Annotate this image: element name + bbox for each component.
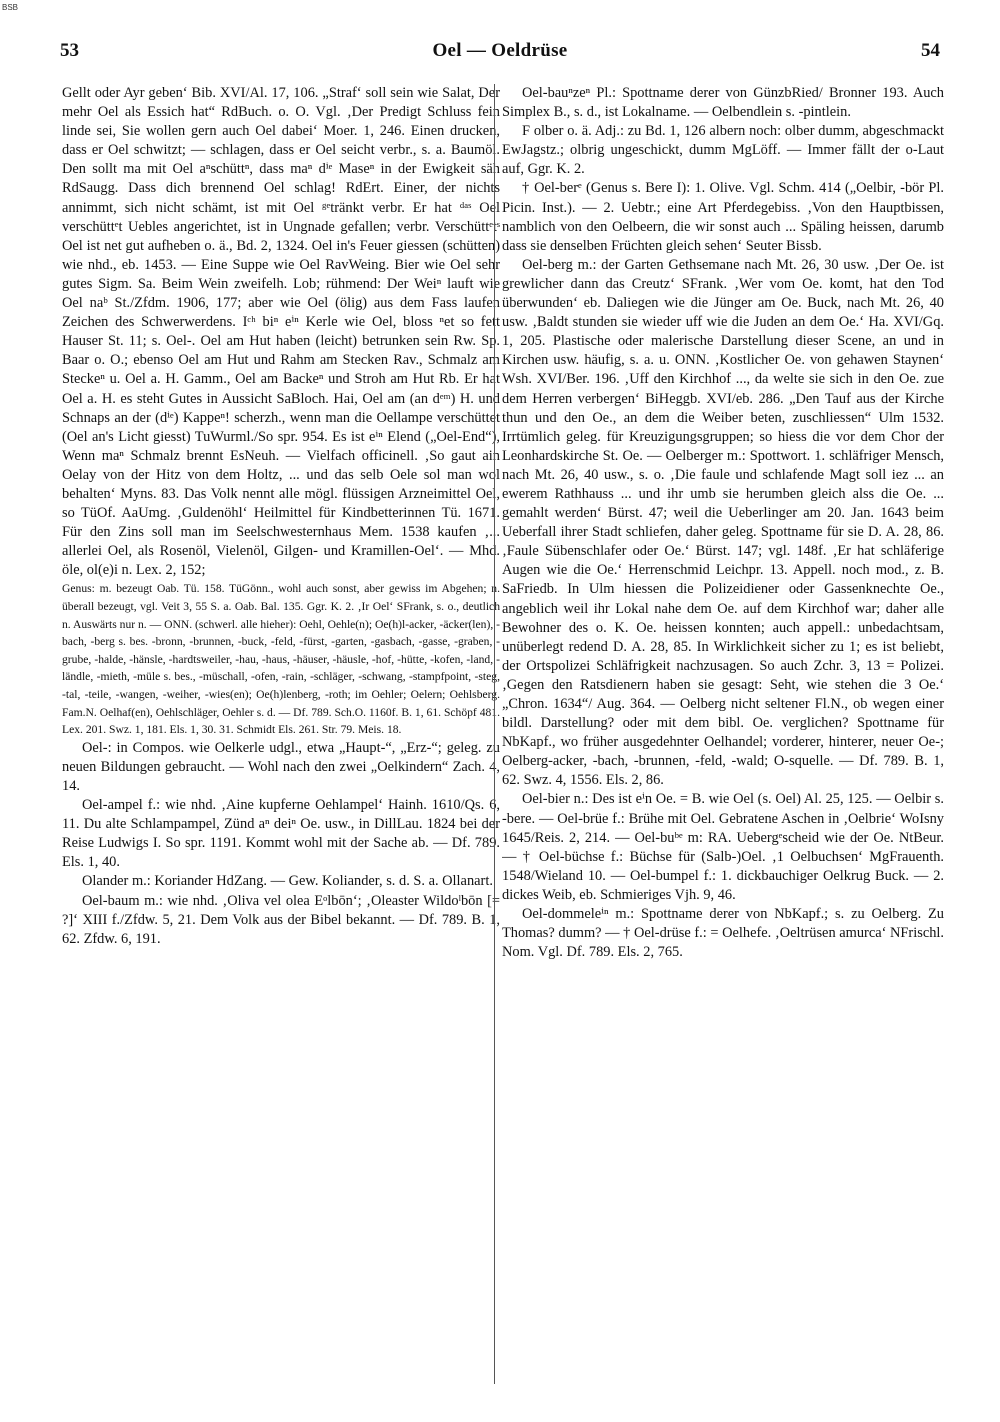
right-column	[502, 84, 944, 1394]
dictionary-entry: F olber o. ä. Adj.: zu Bd. 1, 126 albern noch: olber dumm, abgeschmackt EwJagstz.; olbrig ungeschickt, dumm MgLöff. — Immer fällt der o-Laut auf, Ggr. K. 2.	[502, 123, 944, 178]
dictionary-entry: † Oel-berᵉ (Genus s. Bere I): 1. Olive. Vgl. Schm. 414 („Oelbir, -bör Pl. Picin. Inst.). — 2. Uebtr.; eine Art Pferdegebiss. ‚Von den Hauptbissen, namblich von den Oelbeern, die wir sonst auch ... Späling heissen, darumb dass sie denselben Früchten gleich sehen‘ Seuter Bissb.	[502, 180, 944, 254]
dictionary-entry: Oel-bier n.: Des ist eⁱn Oe. = B. wie Oel (s. Oel) Al. 25, 125. — Oelbir s. -bere. — Oel-brüe f.: Brühe mit Oel. Gebratene Aschen in ‚Oelbrie‘ WoIsny 1645/Reis. 2, 214. — Oel-buᵇᵉ m: RA. Uebergᵉscheid wie der Oe. NtBeur. — † Oel-büchse f.: Büchse für (Salb-)Oel. ‚1 Oelbuchsen‘ MgFrauenth. 1548/Wieland 10. — Oel-bumpel f.: 1. dickbauchiger Oelkrug Buck. — 2. dickes Weib, eb. Schmieriges Vjh. 9, 46.	[502, 791, 944, 903]
dictionary-entry: Genus: m. bezeugt Oab. Tü. 158. TüGönn., wohl auch sonst, aber gewiss im Abgehen; n. überall bezeugt, vgl. Veit 3, 55 S. a. Oab. Bal. 135. Ggr. K. 2. ‚Ir Oel‘ SFrank, s. o., deutlich n. Auswärts nur n. — ONN. (schwerl. alle hieher): Oehl, Oehle(n); Oe(h)l-acker, -äcker(len), -bach, -berg s. bes. -bronn, -brunnen, -buck, -feld, -fürst, -garten, -gasbach, -gasse, -graben, -grube, -halde, -hänsle, -hardtsweiler, -hau, -haus, -häuser, -häusle, -hof, -hütte, -kofen, -land, -ländle, -mieth, -müle s. bes., -müschall, -ofen, -rain, -schläger, -schwang, -stampfpoint, -steg, -tal, -teile, -wangen, -weiher, -wies(en); Oe(h)lenberg, -roth; im Oehler; Oelern; Oehlsberg. Fam.N. Oelhaf(en), Oehlschläger, Oehler s. d. — Df. 789. Sch.O. 1160f. B. 1, 61. Schöpf 481. Lex. 201. Swz. 1, 181. Els. 1, 30. 31. Schmidt Els. 261. Str. 79. Meis. 18.	[62, 582, 500, 737]
dictionary-entry: Gellt oder Ayr geben‘ Bib. XVI/Al. 17, 106. „Straf‘ soll sein wie Salat, Der mehr Oel als Essich hat“ RdBuch. o. O. Vgl. ‚Der Predigt Schluss fein linde sei, Sie wollen gern auch Oel dabei‘ Moer. 1, 246. Einen drucken, dass er Oel schwitzt; — schlagen, dass er Oel seicht verbr., s. a. Baumöl. Den sollt ma mit Oel aⁿschüttⁿ, dass maⁿ dⁱᵉ Maseⁿ in der Ewigkeit säh RdSaugg. Dass dich brennend Oel schlag! RdErt. Einer, der nichts annimmt, sich nicht schämt, ist mit Oel ᵍᵉtränkt verbr. Er hat ᵈᵃˢ Oel verschüttᵉt Uebles angerichtet, ist in Ungnade gefallen; verbr. Verschüttᵉtˢ Oel ist net gut aufheben o. ä., Bd. 2, 1324. Oel in's Feuer giessen (schütten) wie nhd., eb. 1453. — Eine Suppe wie Oel RavWeing. Bier wie Oel sehr gutes Sigm. Sa. Beim Wein zweifelh. Lob; rühmend: Der Weiⁿ lauft wie Oel naᵇ St./Zfdm. 1906, 177; aber wie Oel (ölig) aus dem Fass laufen Zeichen des Schwerwerdens. Iᶜʰ biⁿ eⁱⁿ Kerle wie Oel, bloss ⁿet so fett Hauser St. 11; s. Oel-. Oel am Hut haben (leicht) betrunken sein Rw. Sp. Baar o. O.; ebenso Oel am Hut und Rahm am Stecken Rav., Schmalz am Steckeⁿ u. Oel a. H. Gamm., Oel am Backeⁿ und Stroh am Hut Rb. Er hat Oel a. H. es steht Gutes in Aussicht SaBloch. Hai, Oel am (an dᵉᵐ) H. und Schnaps an der (dⁱᵉ) Kappeⁿ! scherzh., wenn man die Oellampe verschüttet (Oel an's Licht giesst) TuWurml./So spr. 954. Es ist eⁱⁿ Elend („Oel-End“), Wenn maⁿ Schmalz brennt EsNeuh. — Vielfach officinell. ‚So gaut ain Oelay von der Hitz von dem Holtz, ... und das selb Oele sol man wol behalten‘ Myns. 83. Das Volk nennt alle mögl. flüssigen Arzneimittel Oel, so TüOf. AaUmg. ‚Guldenöhl‘ Heilmittel für Kindbetterinnen Tü. 1671. Für den Zins soll man im Seelschwesternhaus Mem. 1538 kaufen ‚... allerlei Oel, als Rosenöl, Vielenöl, Gilgen- und Kramillen-Oel‘. — Mhd. öle, ol(e)i n. Lex. 2, 152;	[62, 85, 500, 579]
left-column	[62, 84, 500, 1394]
dictionary-entry: Oel-: in Compos. wie Oelkerle udgl., etwa „Haupt-“, „Erz-“; geleg. zu neuen Bildungen gebraucht. — Wohl nach den zwei „Oelkindern“ Zach. 4, 14.	[62, 739, 500, 794]
library-marker: BSB	[2, 3, 19, 12]
column-divider	[494, 84, 495, 1384]
dictionary-entry: Olander m.: Koriander HdZang. — Gew. Koliander, s. d. S. a. Ollanart.	[82, 873, 493, 890]
page-number-right: 54	[921, 40, 940, 61]
dictionary-entry: Oel-baum m.: wie nhd. ‚Oliva vel olea Eᵒlbōn‘; ‚Oleaster Wildoˡbōn [= ?]‘ XIII f./Zfdw. 5, 21. Dem Volk aus der Bibel bekannt. — Df. 789. B. 1, 62. Zfdw. 6, 191.	[62, 892, 500, 947]
dictionary-entry: Oel-berg m.: der Garten Gethsemane nach Mt. 26, 30 usw. ‚Der Oe. ist grewlicher dann das Creutz‘ SFrank. ‚Wer vom Oe. komt, hat den Tod überwunden‘ eb. Daliegen wie die Jünger am Oe. Buck, nach Mt. 26, 40 usw. ‚Baldt stunden sie wieder uff wie die Juden an dem Oe.‘ Ha. XVI/Gq. 1, 205. Plastische oder malerische Darstellung dieser Scene, an und in Kirchen usw. häufig, s. a. u. ONN. ‚Kostlicher Oe. von gehawen Staynen‘ Wsh. XVI/Ber. 196. ‚Uff den Kirchhof ..., da welte sie sich in den Oe. zue dem Herren verbergen‘ BiHeggb. XVI/eb. 286. „Den Tauf aus der Kirche thun und den Oe., an dem die Weiber beten, zuschliessen“ Ulm 1532. Irrtümlich geleg. für Kreuzigungsgruppen; so hiess die vor dem Chor der Leonhardskirche St. Oe. — Oelberger m.: Spottwort. 1. schläfriger Mensch, nach Mt. 26, 40 usw., s. o. ‚Die faule und schlafende Magt soll iez ... an ewerem Rathhauss ... und ihr umb sie herumben gleich alss die Oe. ... gemahlt werden‘ Bürst. 47; weil die Ueberlinger am 20. Jan. 1643 beim Ueberfall ihrer Stadt schliefen, daher geleg. Spottname für sie D. A. 28, 86. ‚Faule Sübenschlafer oder Oe.‘ Bürst. 147; vgl. 148f. ‚Er hat schläferige Augen wie die Oe.‘ Herrenschmid Leichpr. 13. Appell. noch mod., z. B. SaFriedb. In Ulm hiessen die Polizeidiener oder Gassenknechte Oe., angeblich weil ihr Lokal nahe dem Oe. auf dem Kirchhof war; daher alle Bewohner des o. K. Oe. heissen konnten; auch appell.: unbedachtsam, unüberlegt redend D. A. 28, 85. In Wirklichkeit sicher zu 1; es ist beliebt, der Ortspolizei Schläfrigkeit nachzusagen. So auch Zchr. 3, 13 = Polizei. ‚Gegen den Ratsdienern haben sie gesagt: Seht, wie stehen die 3 Oe.‘ „Chron. 1634“/ Aug. 364. — Oelberg nicht seltener Fl.N., ob wegen einer bildl. Darstellung? oder mit dem bibl. Oe. verglichen? Spottname für NbKapf., wo früher ausgedehnter Oelhandel; vorderer, hinterer, neuer Oe-; Oelberg-acker, -bach, -brunnen, -feld, -wald; O-squelle. — Df. 789. B. 1, 62. Swz. 4, 1556. Els. 2, 86.	[502, 256, 944, 789]
dictionary-entry: Oel-ampel f.: wie nhd. ‚Aine kupferne Oehlampel‘ Hainh. 1610/Qs. 6, 11. Du alte Schlampampel, Zünd aⁿ deiⁿ Oe. usw., in DillLau. 1824 bei der Reise Ludwigs I. So spr. 1191. Kommt wohl mit der Sache ab. — Df. 789. Els. 1, 40.	[62, 797, 500, 871]
dictionary-entry: Oel-dommeleⁱⁿ m.: Spottname derer von NbKapf.; s. zu Oelberg. Zu Thomas? dumm? — † Oel-drüse f.: = Oelhefe. ‚Oeltrüsen amurca‘ NFrischl. Nom. Vgl. Df. 789. Els. 2, 765.	[502, 906, 944, 961]
page-number-left: 53	[60, 40, 79, 61]
page-title: Oel — Oeldrüse	[432, 40, 568, 61]
page-header	[60, 40, 940, 64]
dictionary-entry: Oel-bauⁿzeⁿ Pl.: Spottname derer von GünzbRied/ Bronner 193. Auch Simplex B., s. d., ist Lokalname. — Oelbendlein s. -pintlein.	[502, 85, 944, 121]
